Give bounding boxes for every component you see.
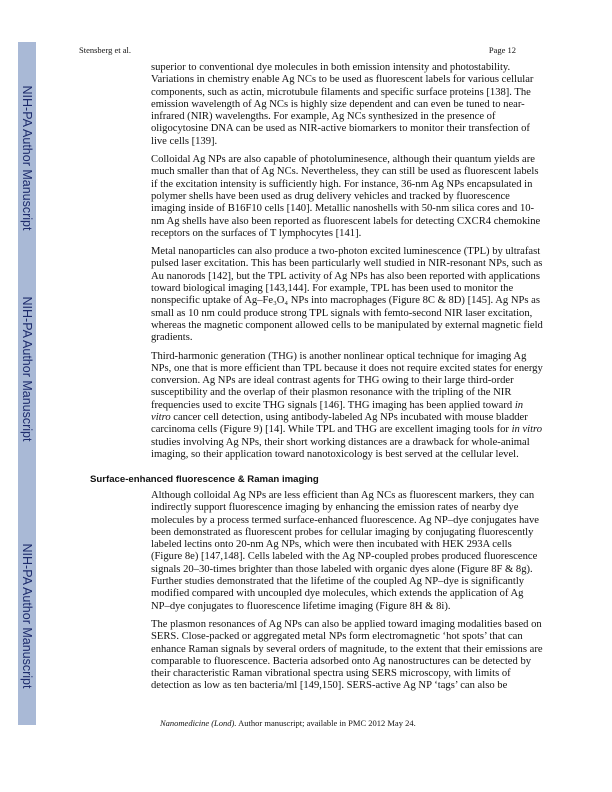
- text-line: conversion. Ag NPs are ideal contrast agents for THG owing to their large third-order: [151, 375, 514, 387]
- paragraph: [151, 62, 534, 148]
- text-line: molecules by a process termed surface-enhanced fluorescence. Ag NP–dye conjugates have: [151, 514, 539, 526]
- text-line: Third-harmonic generation (THG) is another nonlinear optical technique for imaging Ag: [151, 350, 527, 362]
- text-line: (Figure 8e) [147,148]. Cells labeled with the Ag NP-coupled probes produced fluorescence: [151, 551, 538, 563]
- text-line: infrared (NIR) wavelengths. For example, Ag NCs synthesized in the presence of: [151, 111, 496, 123]
- paragraph: [151, 350, 543, 462]
- text-line: Further studies demonstrated that the lifetime of the coupled Ag NP–dye is significantly: [151, 576, 525, 588]
- text-line: carcinoma cells (Figure 9) [14]. While TPL and THG are excellent imaging tools for in vitro: [151, 424, 543, 436]
- paragraph: [151, 490, 539, 613]
- page-number: Page 12: [488, 45, 516, 55]
- text-line: nonspecific uptake of Ag–Fe₃O₄ NPs into macrophages (Figure 8C & 8D) [145]. Ag NPs as: [151, 295, 541, 307]
- footer-text: Author manuscript; available in PMC 2012 May 24.: [236, 718, 416, 728]
- text-line: indirectly support fluorescence imaging by enhancing the emission rates of nearby dye: [151, 502, 519, 514]
- text-line: detection as low as ten bacteria/ml [149,150]. SERS-active Ag NP ‘tags’ can also be: [151, 680, 508, 692]
- text-line: NPs, one that is more efficient than TPL because it does not require excited states for energy: [151, 362, 543, 374]
- section-1-body: [151, 62, 543, 467]
- text-line: polymer shells have been used as drug delivery vehicles and tracked by fluorescence: [151, 190, 510, 202]
- text-line: Au nanorods [142], but the TPL activity of Ag NPs has also been reported with applications: [151, 270, 540, 282]
- sidebar-label: NIH-PA Author Manuscript: [20, 296, 34, 442]
- text-line: studies involving Ag NPs, their short working distances are a drawback for whole-animal: [151, 436, 530, 448]
- text-line: receptors on the surfaces of T lymphocytes [141].: [151, 227, 362, 239]
- section-2-body: [151, 490, 543, 699]
- text-line: live cells [139].: [151, 135, 218, 147]
- text-line: whereas the magnetic component allowed cells to be manipulated by external magnetic field: [151, 319, 543, 331]
- text-line: comparable to fluorescence. Bacteria adsorbed onto Ag nanostructures can be detected by: [151, 655, 532, 667]
- text-line: imaging inside of B16F10 cells [140]. Metallic nanoshells with 50-nm silica cores and 10-: [151, 203, 535, 215]
- manuscript-sidebar: [18, 42, 36, 725]
- text-line: been demonstrated as fluorescent probes for cellular imaging by conjugating fluorescently: [151, 526, 534, 538]
- text-line: much smaller than that of Ag NCs. Nevertheless, they can still be used as fluorescent labels: [151, 166, 539, 178]
- text-line: enhance Raman signals by several orders of magnitude, to the extent that their emissions are: [151, 643, 543, 655]
- text-line: small as 10 nm could produce strong TPL signals with femto-second NIR laser excitation,: [151, 307, 533, 319]
- text-line: vitro cancer cell detection, using antibody-labeled Ag NPs incubated with mouse bladder: [151, 412, 528, 424]
- sidebar-label: NIH-PA Author Manuscript: [20, 543, 34, 689]
- text-line: Variations in chemistry enable Ag NCs to be used as fluorescent labels for various cellular: [151, 74, 534, 86]
- text-line: NP–dye conjugates to fluorescence lifetime imaging (Figure 8H & 8i).: [151, 600, 451, 612]
- text-line: emission wavelength of Ag NCs is highly size dependent and can even be tuned to near-: [151, 98, 525, 110]
- text-line: susceptibility and the overlap of their plasmon resonance with the tripling of the NIR: [151, 387, 512, 399]
- text-line: gradients.: [151, 332, 193, 344]
- text-line: if the excitation intensity is sufficiently high. For instance, 36-nm Ag NPs encapsulated in: [151, 178, 533, 190]
- paragraph: [151, 154, 541, 240]
- journal-name: Nanomedicine (Lond).: [160, 718, 237, 728]
- text-line: components, such as actin, microtubule filaments and specific surface proteins [138]. The: [151, 86, 531, 98]
- italic-term: in vitro: [511, 424, 543, 436]
- italic-term: in: [514, 399, 524, 411]
- text-line: labeled lectins onto 20-nm Ag NPs, which were then incubated with HEK 293A cells: [151, 539, 512, 551]
- sidebar-label: NIH-PA Author Manuscript: [20, 85, 34, 231]
- text-line: nm Ag shells have also been reported as fluorescent labels for detecting CXCR4 chemokine: [151, 215, 541, 227]
- running-head-author: Stensberg et al.: [79, 45, 132, 55]
- paragraph: [151, 618, 543, 693]
- text-line: toward biological imaging [143,144]. For example, TPL has been used to monitor the: [151, 283, 514, 295]
- text-line: oligocytosine DNA can be used as NIR-active biomarkers to monitor their transfection of: [151, 123, 530, 135]
- text-line: Although colloidal Ag NPs are less efficient than Ag NCs as fluorescent markers, they can: [151, 490, 535, 501]
- citation-footer: [160, 718, 416, 728]
- text-line: pulsed laser excitation. This has been particularly well studied in NIR-resonant NPs, such as: [151, 258, 543, 270]
- text-line: superior to conventional dye molecules in both emission intensity and photostability.: [151, 62, 511, 73]
- paragraph: [151, 246, 543, 344]
- italic-term: vitro: [151, 412, 171, 424]
- text-line: Metal nanoparticles can also produce a two-photon excited luminescence (TPL) by ultrafast: [151, 246, 541, 258]
- text-line: imaging, so their application toward nanotoxicology is best served at the cellular level.: [151, 448, 519, 460]
- text-line: The plasmon resonances of Ag NPs can also be applied toward imaging modalities based on: [151, 618, 542, 630]
- text-line: SERS. Close-packed or aggregated metal NPs form electromagnetic ‘hot spots’ that can: [151, 631, 523, 643]
- text-line: Colloidal Ag NPs are also capable of photoluminesence, although their quantum yields are: [151, 154, 535, 166]
- text-line: frequencies used to excite THG signals [146]. THG imaging has been applied toward in: [151, 399, 524, 411]
- text-line: their characteristic Raman vibrational spectra using SERS microscopy, with limits of: [151, 668, 511, 680]
- section-heading: Surface-enhanced fluorescence & Raman imaging: [90, 474, 319, 485]
- text-line: modified compared with uncoupled dye molecules, which extends the application of Ag: [151, 588, 524, 600]
- text-line: signals 20–30-times brighter than those labeled with organic dyes alone (Figure 8F & 8g).: [151, 563, 533, 575]
